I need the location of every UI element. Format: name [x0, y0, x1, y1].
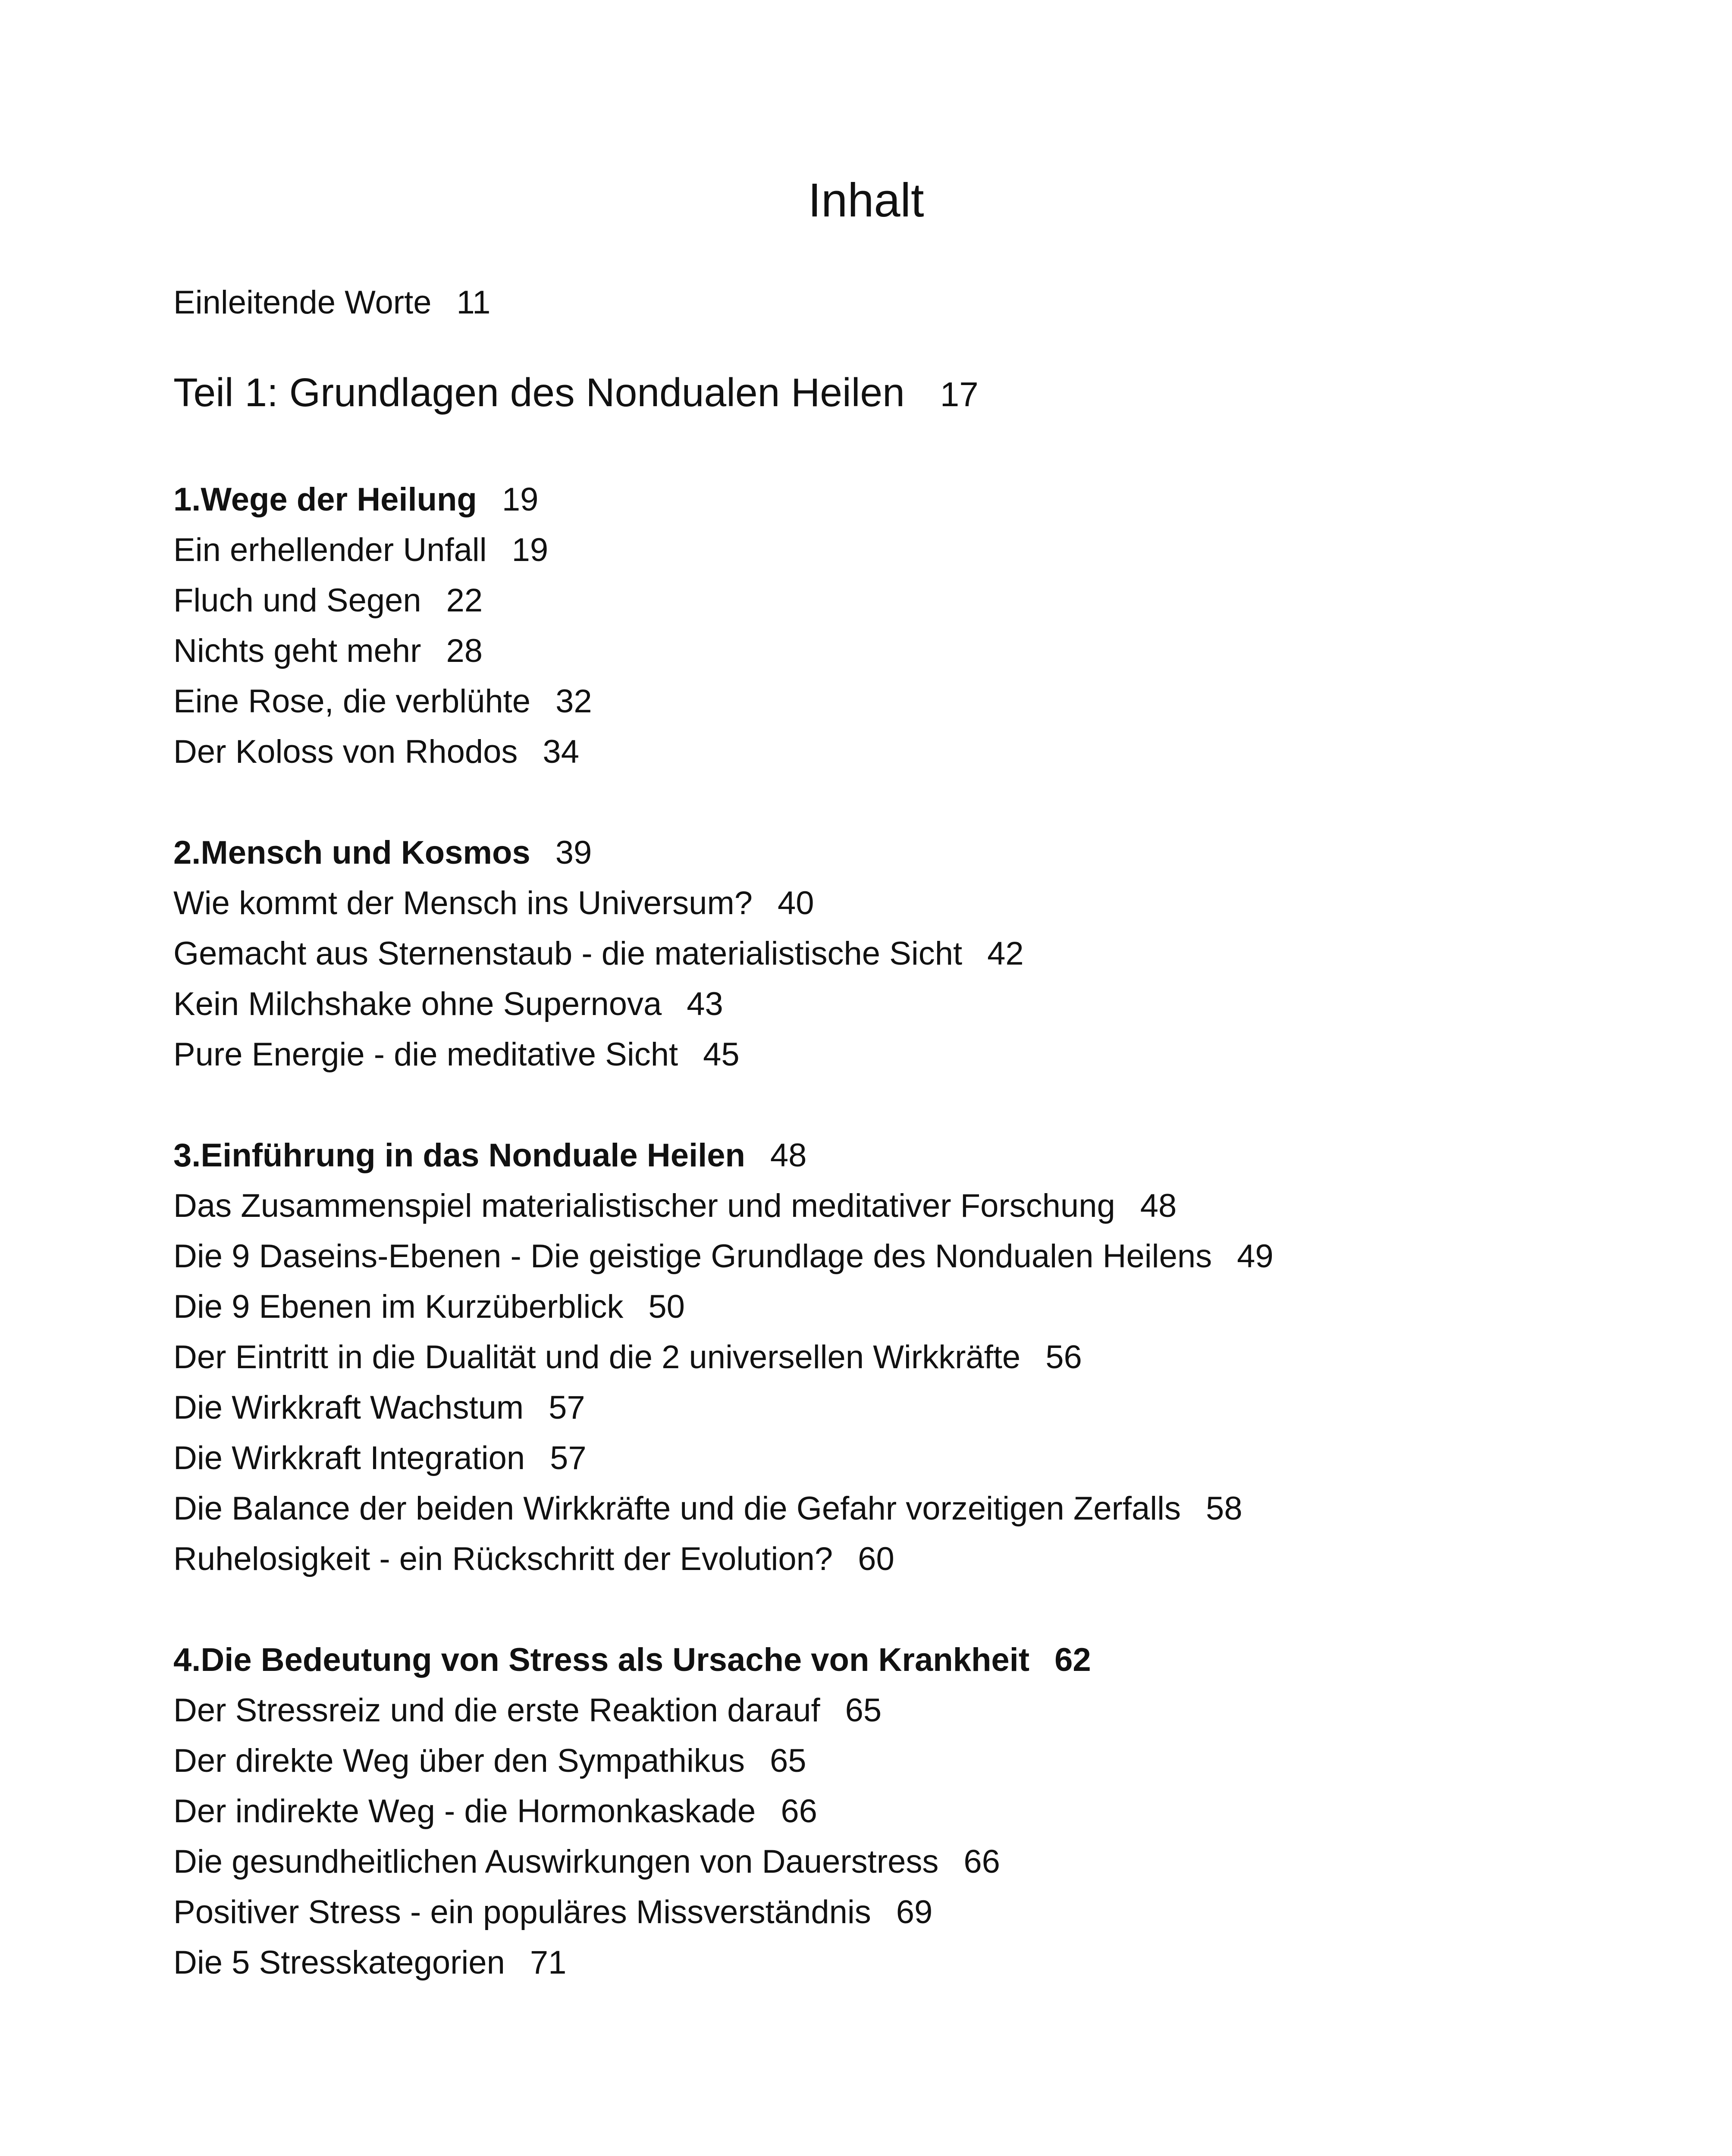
toc-entry [173, 1487, 1243, 1530]
toc-entry-label: Der Koloss von Rhodos [173, 733, 518, 770]
toc-entry-page: 42 [987, 935, 1024, 972]
toc-entry-page: 65 [770, 1742, 806, 1779]
toc-entry-label: Fluch und Segen [173, 582, 421, 619]
toc-entry [173, 1538, 894, 1581]
toc-entry-label: Einleitende Worte [173, 284, 432, 321]
toc-part-label: Teil 1: Grundlagen des Nondualen Heilen [173, 370, 905, 415]
toc-entry-label: Der indirekte Weg - die Hormonkaskade [173, 1793, 756, 1830]
toc-entry-page: 58 [1206, 1490, 1243, 1527]
toc-entry [173, 579, 483, 622]
toc-entry-label: Die gesundheitlichen Auswirkungen von Dauerstress [173, 1843, 939, 1880]
toc-part-page: 17 [940, 375, 979, 414]
toc-entry-label: Positiver Stress - ein populäres Missverständnis [173, 1894, 871, 1930]
toc-entry-label: Der Eintritt in die Dualität und die 2 universellen Wirkkräfte [173, 1339, 1021, 1376]
toc-part-heading [173, 367, 979, 420]
toc-entry [173, 1891, 932, 1934]
toc-entry-page: 65 [845, 1692, 882, 1729]
page-title: Inhalt [808, 174, 924, 227]
toc-entry [173, 1285, 685, 1329]
toc-entry [173, 1941, 566, 1984]
toc-entry [173, 983, 723, 1026]
toc-entry-label: Der direkte Weg über den Sympathikus [173, 1742, 745, 1779]
toc-entry-page: 22 [446, 582, 483, 619]
toc-entry [173, 1033, 740, 1076]
toc-entry [173, 1185, 1177, 1228]
toc-chapter-label: 4.Die Bedeutung von Stress als Ursache von Krankheit [173, 1642, 1030, 1678]
toc-entry-page: 28 [446, 633, 483, 669]
toc-entry [173, 1386, 585, 1429]
toc-entry-label: Gemacht aus Sternenstaub - die materialistische Sicht [173, 935, 963, 972]
toc-chapter-page: 48 [770, 1137, 807, 1174]
toc-entry-page: 56 [1045, 1339, 1082, 1376]
toc-entry [173, 1840, 1000, 1883]
toc-entry-page: 40 [778, 885, 814, 921]
toc-entry-label: Die Balance der beiden Wirkkräfte und die Gefahr vorzeitigen Zerfalls [173, 1490, 1181, 1527]
toc-entry-page: 49 [1237, 1238, 1274, 1275]
toc-entry-page: 69 [896, 1894, 933, 1930]
toc-entry [173, 1437, 587, 1480]
toc-entry [173, 730, 579, 774]
toc-entry-label: Eine Rose, die verblühte [173, 683, 531, 720]
toc-entry-page: 48 [1140, 1188, 1177, 1224]
toc-entry-page: 60 [858, 1541, 894, 1577]
toc-chapter-heading [173, 478, 538, 521]
toc-entry-page: 45 [703, 1036, 740, 1073]
toc-entry [173, 1739, 806, 1783]
toc-entry [173, 529, 548, 572]
toc-entry-label: Die 9 Ebenen im Kurzüberblick [173, 1288, 624, 1325]
toc-entry-page: 11 [456, 284, 491, 321]
toc-entry-label: Ruhelosigkeit - ein Rückschritt der Evolution? [173, 1541, 833, 1577]
toc-entry [173, 932, 1024, 975]
toc-entry-label: Die 9 Daseins-Ebenen - Die geistige Grundlage des Nondualen Heilens [173, 1238, 1212, 1275]
toc-entry-label: Wie kommt der Mensch ins Universum? [173, 885, 753, 921]
toc-entry-page: 66 [781, 1793, 817, 1830]
toc-chapter-page: 19 [502, 481, 539, 518]
toc-entry-label: Ein erhellender Unfall [173, 532, 487, 568]
toc-entry [173, 1689, 882, 1732]
toc-entry [173, 1790, 817, 1833]
toc-chapter-heading [173, 831, 592, 874]
toc-entry-label: Nichts geht mehr [173, 633, 421, 669]
toc-chapter-page: 62 [1054, 1642, 1091, 1678]
toc-chapter-page: 39 [555, 834, 592, 871]
toc-chapter-label: 1.Wege der Heilung [173, 481, 477, 518]
toc-chapter-heading [173, 1639, 1091, 1682]
toc-chapter-label: 2.Mensch und Kosmos [173, 834, 530, 871]
toc-entry-label: Die Wirkkraft Integration [173, 1440, 525, 1476]
toc-entry [173, 882, 814, 925]
toc-entry-label: Die Wirkkraft Wachstum [173, 1389, 524, 1426]
toc-entry [173, 1235, 1274, 1278]
toc-entry-label: Das Zusammenspiel materialistischer und meditativer Forschung [173, 1188, 1115, 1224]
toc-entry-label: Der Stressreiz und die erste Reaktion darauf [173, 1692, 820, 1729]
toc-entry-page: 57 [550, 1440, 587, 1476]
toc-entry-intro [173, 281, 490, 324]
toc-chapter-heading [173, 1134, 806, 1177]
toc-entry-page: 34 [543, 733, 579, 770]
toc-entry-page: 50 [648, 1288, 685, 1325]
toc-entry [173, 1336, 1082, 1379]
toc-entry-label: Pure Energie - die meditative Sicht [173, 1036, 678, 1073]
toc-entry-page: 19 [511, 532, 549, 568]
toc-entry [173, 680, 592, 723]
toc-entry [173, 630, 483, 673]
toc-chapter-label: 3.Einführung in das Nonduale Heilen [173, 1137, 745, 1174]
toc-entry-page: 71 [530, 1944, 567, 1981]
toc-entry-page: 32 [555, 683, 592, 720]
toc-entry-page: 43 [687, 986, 723, 1022]
toc-entry-page: 66 [963, 1843, 1000, 1880]
toc-entry-page: 57 [549, 1389, 585, 1426]
toc-entry-label: Die 5 Stresskategorien [173, 1944, 505, 1981]
toc-entry-label: Kein Milchshake ohne Supernova [173, 986, 662, 1022]
